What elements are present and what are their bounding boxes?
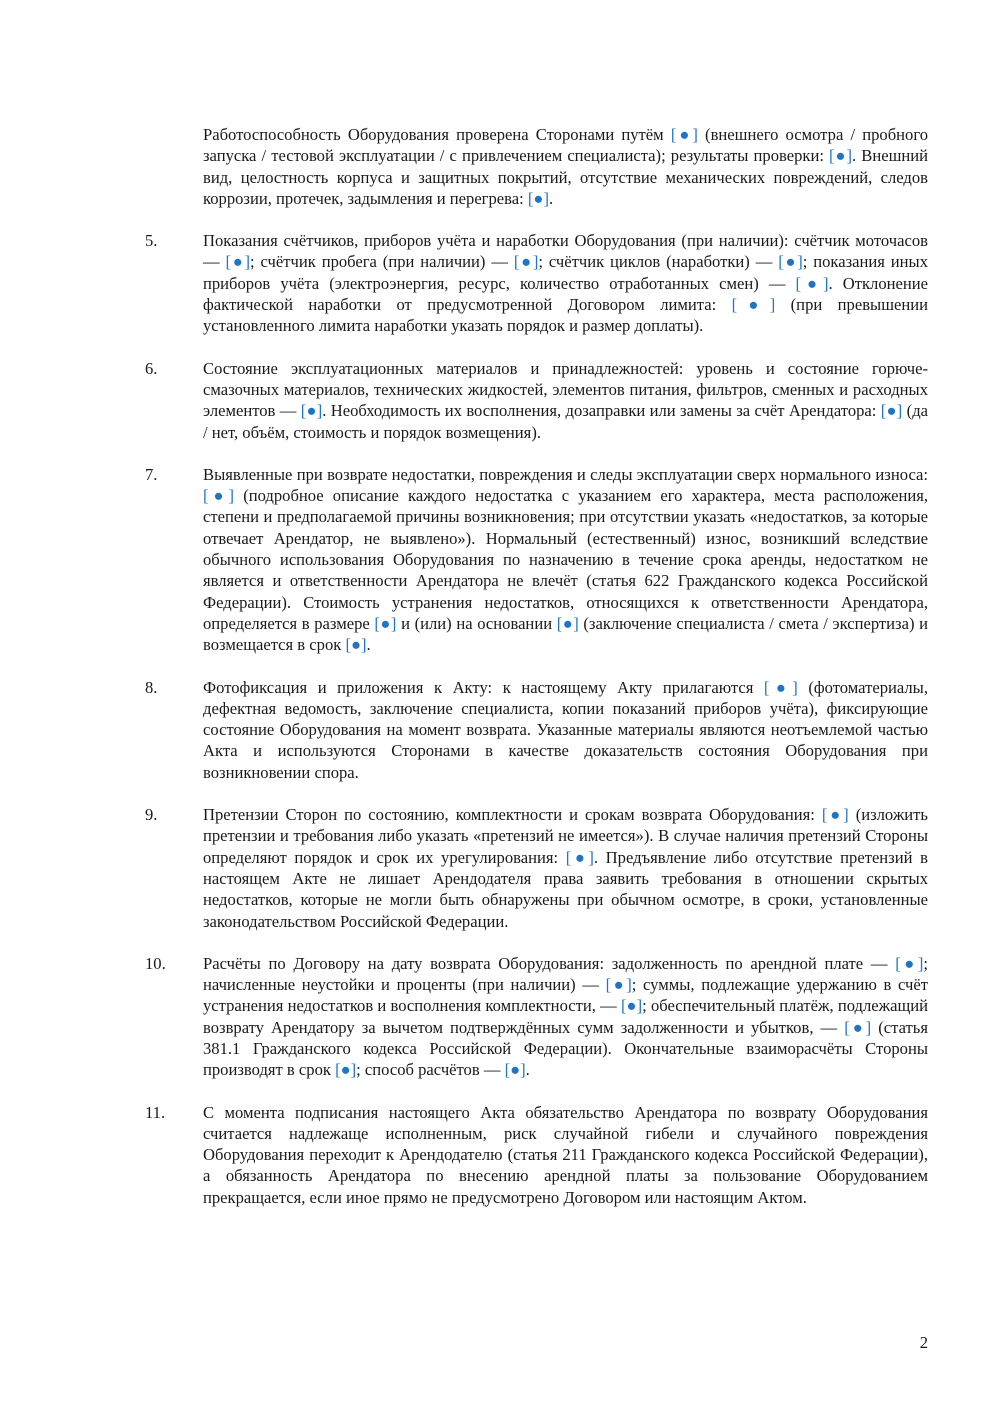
text-segment: . Внешний вид, целостность корпуса и защитных покрытий, отсутствие механических повреждений, следов коррозии, протечек, задымления и перегрева: — [203, 146, 929, 208]
text-segment: . — [366, 635, 371, 655]
text-segment: ; счётчик пробега (при наличии) — — [250, 252, 514, 272]
placeholder-field[interactable]: [●] — [829, 146, 853, 166]
clause-text — [203, 464, 928, 656]
placeholder-field[interactable]: [●] — [895, 953, 924, 973]
placeholder-field[interactable]: [●] — [731, 295, 776, 315]
text-segment: (изложить претензии и требования либо указать «претензий не имеется»). В случае наличия претензий Стороны определяют порядок и срок их урегулирования: — [203, 805, 928, 867]
text-segment: ; начисленные неустойки и проценты (при наличии) — — [203, 953, 929, 995]
clause-number: 7. — [145, 464, 158, 484]
placeholder-field[interactable]: [●] — [605, 975, 632, 995]
text-segment: Показания счётчиков, приборов учёта и наработки Оборудования (при наличии): счётчик моточасов — — [203, 231, 928, 272]
clause-text — [203, 953, 928, 1081]
text-segment: . Необходимость их восполнения, дозаправки или замены за счёт Арендатора: — [322, 401, 881, 421]
placeholder-field[interactable]: [●] — [565, 847, 594, 867]
page-number: 2 — [919, 1333, 928, 1352]
placeholder-field[interactable]: [●] — [504, 1060, 526, 1080]
text-segment: ; суммы, подлежащие удержанию в счёт устранения недостатков и восполнения комплектности, — — [203, 975, 928, 1016]
text-segment: и (или) на основании — [396, 613, 557, 633]
clause-paragraph — [145, 677, 928, 783]
text-segment: ; показания иных приборов учёта (электроэнергия, ресурс, количество отработанных смен) — — [203, 252, 928, 293]
clause-number: 6. — [145, 358, 158, 378]
text-segment: Работоспособность Оборудования проверена Сторонами путём — [203, 125, 671, 144]
document-body — [145, 124, 928, 1229]
text-segment: (фотоматериалы, дефектная ведомость, заключение специалиста, копии показаний приборов учёта), фиксирующие состояние Оборудования на момент возврата. Указанные материалы являются неотъемлемой частью Акта и используются Сторонами в качестве доказательств состояния Оборудования при возникновении спора. — [203, 677, 928, 782]
placeholder-field[interactable]: [●] — [670, 125, 698, 144]
placeholder-field[interactable]: [●] — [795, 273, 829, 293]
text-segment: (при превышении установленного лимита наработки указать порядок и размер доплаты). — [203, 295, 928, 336]
placeholder-field[interactable]: [●] — [374, 613, 397, 633]
placeholder-field[interactable]: [●] — [778, 252, 803, 272]
text-segment: (заключение специалиста / смета / экспертиза) и возмещается в срок — [203, 613, 928, 655]
text-segment: Претензии Сторон по состоянию, комплектности и срокам возврата Оборудования: — [203, 805, 822, 825]
clause-paragraph — [145, 464, 928, 656]
text-segment: (статья 381.1 Гражданского кодекса Российской Федерации). Окончательные взаиморасчёты Стороны производят в срок — [203, 1017, 929, 1080]
clause-text — [203, 1102, 928, 1208]
placeholder-field[interactable]: [●] — [844, 1017, 872, 1037]
placeholder-field[interactable]: [●] — [821, 805, 849, 825]
placeholder-field[interactable]: [●] — [527, 188, 549, 208]
text-segment: . — [525, 1060, 530, 1080]
placeholder-field[interactable]: [●] — [556, 613, 579, 633]
placeholder-field[interactable]: [●] — [513, 252, 539, 272]
clause-number: 8. — [145, 677, 158, 697]
clause-number: 9. — [145, 805, 158, 825]
placeholder-field[interactable]: [●] — [203, 486, 235, 506]
placeholder-field[interactable]: [●] — [335, 1060, 357, 1080]
text-segment: . Предъявление либо отсутствие претензий в настоящем Акте не лишает Арендодателя права заявить требования в отношении скрытых недостатков, которые не могли быть обнаружены при обычном осмотре, в сроки, установленные законодательством Российской Федерации. — [203, 847, 928, 931]
clause-paragraph — [145, 953, 928, 1081]
placeholder-field[interactable]: [●] — [763, 677, 798, 697]
text-segment: Расчёты по Договору на дату возврата Оборудования: задолженность по арендной плате — — [203, 953, 896, 973]
clause-text — [203, 124, 928, 209]
clause-text — [203, 804, 928, 932]
clause-paragraph — [145, 804, 928, 932]
clause-paragraph — [145, 358, 928, 443]
text-segment: . Отклонение фактической наработки от предусмотренной Договором лимита: — [203, 273, 929, 315]
clause-text — [203, 677, 928, 783]
text-segment: Состояние эксплуатационных материалов и принадлежностей: уровень и состояние горюче-смазочных материалов, технических жидкостей, элементов питания, фильтров, сменных и расходных элементов — — [203, 358, 928, 421]
clause-number: 5. — [145, 231, 158, 251]
text-segment: ; способ расчётов — — [356, 1060, 505, 1080]
text-segment: С момента подписания настоящего Акта обязательство Арендатора по возврату Оборудования считается надлежаще исполненным, риск случайной гибели и случайного повреждения Оборудования переходит к Арендодателю (статья 211 Гражданского кодекса Российской Федерации), а обязанность Арендатора по внесению арендной платы за пользование Оборудованием прекращается, если иное прямо не предусмотрено Договором или настоящим Актом. — [203, 1102, 928, 1207]
placeholder-field[interactable]: [●] — [225, 252, 251, 272]
clause-text — [203, 230, 928, 336]
text-segment: Выявленные при возврате недостатки, повреждения и следы эксплуатации сверх нормального износа: — [203, 464, 928, 484]
clause-number: 11. — [145, 1102, 166, 1122]
text-segment: (подробное описание каждого недостатка с указанием его характера, места расположения, степени и предполагаемой причины возникновения; при отсутствии указать «недостатков, за которые отвечает Арендатор, не выявлено»). Нормальный (естественный) износ, возникший вследствие обычного использования Оборудования по назначению в течение срока аренды, недостатком не является и ответственности Арендатора не влечёт (статья 622 Гражданского кодекса Российской Федерации). Стоимость устранения недостатков, относящихся к ответственности Арендатора, определяется в размере — [203, 486, 929, 633]
text-segment: (внешнего осмотра / пробного запуска / тестовой эксплуатации / с привлечением специалиста); результаты проверки: — [203, 125, 929, 166]
text-segment: (да / нет, объём, стоимость и порядок возмещения). — [203, 401, 928, 442]
clause-text — [203, 358, 928, 443]
clause-paragraph — [145, 230, 928, 336]
clause-paragraph — [145, 1102, 928, 1208]
continuation-paragraph — [145, 124, 928, 209]
text-segment: . — [548, 188, 554, 208]
placeholder-field[interactable]: [●] — [345, 635, 367, 655]
placeholder-field[interactable]: [●] — [300, 401, 323, 421]
text-segment: Фотофиксация и приложения к Акту: к настоящему Акту прилагаются — [203, 677, 764, 697]
text-segment: ; счётчик циклов (наработки) — — [538, 252, 779, 272]
placeholder-field[interactable]: [●] — [620, 996, 643, 1016]
clause-number: 10. — [145, 953, 166, 973]
placeholder-field[interactable]: [●] — [880, 401, 903, 421]
text-segment: ; обеспечительный платёж, подлежащий возврату Арендатору за вычетом подтверждённых сумм задолженности и убытков, — — [203, 996, 929, 1037]
